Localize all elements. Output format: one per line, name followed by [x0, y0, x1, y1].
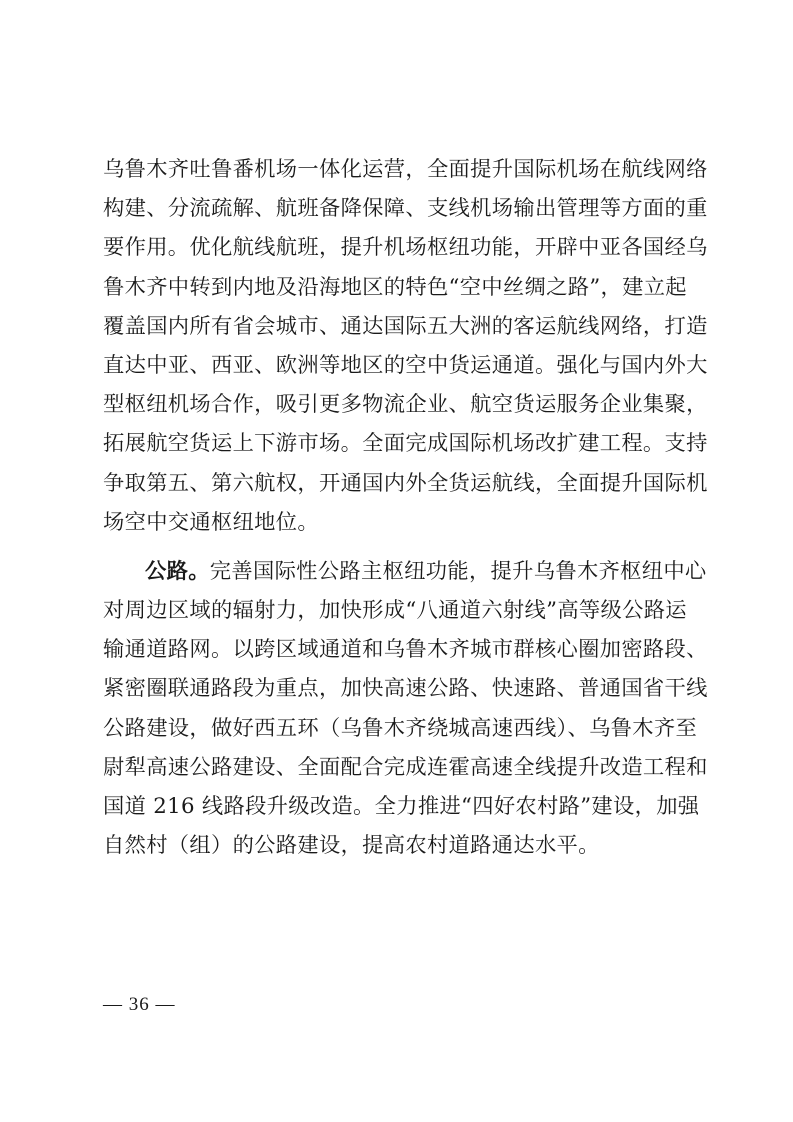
- text-line: 场空中交通枢纽地位。: [103, 509, 319, 535]
- text-line-rest: 完善国际性公路主枢纽功能，提升乌鲁木齐枢纽中心: [209, 558, 707, 584]
- text-line: 覆盖国内所有省会城市、通达国际五大洲的客运航线网络，打造: [103, 313, 708, 339]
- text-line: 构建、分流疏解、航班备降保障、支线机场输出管理等方面的重: [103, 196, 708, 222]
- text-line: 尉犁高速公路建设、全面配合完成连霍高速全线提升改造工程和: [103, 754, 708, 780]
- text-line: 鲁木齐中转到内地及沿海地区的特色“空中丝绸之路”，建立起: [103, 274, 687, 300]
- text-line: 公路建设，做好西五环（乌鲁木齐绕城高速西线）、乌鲁木齐至: [103, 715, 698, 741]
- text-line: 对周边区域的辐射力，加快形成“八通道六射线”高等级公路运: [103, 598, 687, 624]
- text-line: 直达中亚、西亚、欧洲等地区的空中货运通道。强化与国内外大: [103, 352, 708, 378]
- text-line: 乌鲁木齐吐鲁番机场一体化运营，全面提升国际机场在航线网络: [103, 157, 708, 182]
- page-number: — 36 —: [103, 994, 176, 1015]
- paragraph-airport: [103, 150, 708, 542]
- section-lead-highway: 公路。: [145, 558, 210, 584]
- text-line: 输通道路网。以跨区域通道和乌鲁木齐城市群核心圈加密路段、: [103, 637, 708, 663]
- text-line: 要作用。优化航线航班，提升机场枢纽功能，开辟中亚各国经乌: [103, 235, 708, 261]
- text-line: 紧密圈联通路段为重点，加快高速公路、快速路、普通国省干线: [103, 676, 708, 702]
- text-line: 国道 216 线路段升级改造。全力推进“四好农村路”建设，加强: [103, 794, 700, 819]
- text-line-first: [103, 552, 707, 591]
- text-line: 争取第五、第六航权，开通国内外全货运航线，全面提升国际机: [103, 470, 708, 496]
- text-line: 型枢纽机场合作，吸引更多物流企业、航空货运服务企业集聚，: [103, 392, 708, 418]
- paragraph-highway: [103, 552, 708, 866]
- text-line: 自然村（组）的公路建设，提高农村道路通达水平。: [103, 833, 600, 859]
- body-text: [103, 150, 708, 865]
- text-line: 拓展航空货运上下游市场。全面完成国际机场改扩建工程。支持: [103, 431, 708, 457]
